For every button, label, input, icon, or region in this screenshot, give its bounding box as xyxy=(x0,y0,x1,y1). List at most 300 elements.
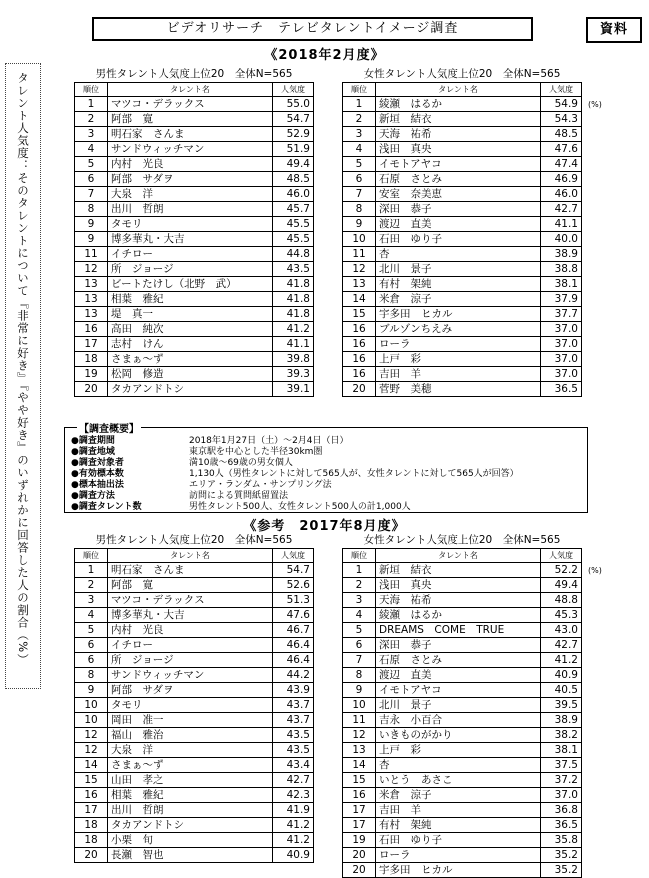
value-cell: 52.6 xyxy=(273,578,314,593)
table-row xyxy=(343,698,582,713)
name-cell: 山田 孝之 xyxy=(108,773,273,788)
rank-cell: 17 xyxy=(343,818,376,833)
table-row xyxy=(343,683,582,698)
name-cell: 吉田 羊 xyxy=(376,367,541,382)
name-cell: いとう あさこ xyxy=(376,773,541,788)
column-header-rank: 順位 xyxy=(75,549,108,563)
rank-cell: 14 xyxy=(343,758,376,773)
value-cell: 43.5 xyxy=(273,262,314,277)
table-row xyxy=(343,172,582,187)
rank-cell: 5 xyxy=(343,157,376,172)
table-row xyxy=(75,247,314,262)
rank-cell: 7 xyxy=(343,187,376,202)
table-row xyxy=(75,593,314,608)
value-cell: 40.9 xyxy=(273,848,314,863)
rank-cell: 4 xyxy=(75,142,108,157)
rank-cell: 20 xyxy=(75,848,108,863)
table-row xyxy=(343,848,582,863)
name-cell: 渡辺 直美 xyxy=(376,217,541,232)
column-header-value: 人気度 xyxy=(273,549,314,563)
name-cell: 阿部 寛 xyxy=(108,578,273,593)
table-row xyxy=(343,187,582,202)
table-row xyxy=(343,713,582,728)
name-cell: 深田 恭子 xyxy=(376,202,541,217)
rank-cell: 17 xyxy=(343,803,376,818)
value-cell: 54.7 xyxy=(273,112,314,127)
name-cell: さまぁ～ず xyxy=(108,352,273,367)
rank-cell: 19 xyxy=(75,367,108,382)
table-row xyxy=(75,142,314,157)
rank-cell: 15 xyxy=(343,773,376,788)
table-row xyxy=(343,773,582,788)
rank-cell: 12 xyxy=(343,262,376,277)
table-row xyxy=(343,638,582,653)
value-cell: 51.9 xyxy=(273,142,314,157)
survey-summary-box xyxy=(64,424,588,513)
rank-cell: 14 xyxy=(343,292,376,307)
value-cell: 49.4 xyxy=(273,157,314,172)
value-cell: 46.9 xyxy=(541,172,582,187)
survey-item-value: 男性タレント500人、女性タレント500人の計1,000人 xyxy=(189,502,411,512)
document-title: ビデオリサーチ テレビタレントイメージ調査 xyxy=(92,17,533,41)
table-row xyxy=(343,247,582,262)
rank-cell: 9 xyxy=(343,217,376,232)
name-cell: タカアンドトシ xyxy=(108,382,273,397)
table-row xyxy=(75,803,314,818)
rank-cell: 6 xyxy=(75,638,108,653)
value-cell: 42.3 xyxy=(273,788,314,803)
sidebar-note-box xyxy=(5,63,41,689)
rank-cell: 13 xyxy=(75,307,108,322)
value-cell: 41.8 xyxy=(273,307,314,322)
name-cell: 内村 光良 xyxy=(108,623,273,638)
column-header-name: タレント名 xyxy=(108,83,273,97)
rank-cell: 7 xyxy=(343,653,376,668)
name-cell: 有村 架純 xyxy=(376,818,541,833)
value-cell: 41.1 xyxy=(541,217,582,232)
rank-cell: 1 xyxy=(343,97,376,112)
rank-cell: 10 xyxy=(343,698,376,713)
name-cell: 福山 雅治 xyxy=(108,728,273,743)
name-cell: 堤 真一 xyxy=(108,307,273,322)
value-cell: 45.5 xyxy=(273,232,314,247)
value-cell: 38.2 xyxy=(541,728,582,743)
value-cell: 46.4 xyxy=(273,653,314,668)
rank-cell: 20 xyxy=(343,382,376,397)
table-row xyxy=(343,127,582,142)
rank-cell: 20 xyxy=(343,863,376,878)
rank-cell: 12 xyxy=(75,743,108,758)
rank-cell: 13 xyxy=(343,277,376,292)
name-cell: 綾瀬 はるか xyxy=(376,608,541,623)
table-row xyxy=(343,262,582,277)
value-cell: 35.2 xyxy=(541,863,582,878)
table-row xyxy=(75,232,314,247)
table-row xyxy=(75,337,314,352)
rank-cell: 6 xyxy=(343,172,376,187)
name-cell: 博多華丸・大吉 xyxy=(108,232,273,247)
table-row xyxy=(75,743,314,758)
rank-cell: 1 xyxy=(75,97,108,112)
rank-cell: 18 xyxy=(75,818,108,833)
name-cell: 天海 祐希 xyxy=(376,127,541,142)
rank-cell: 17 xyxy=(75,803,108,818)
value-cell: 37.0 xyxy=(541,352,582,367)
name-cell: 出川 哲朗 xyxy=(108,803,273,818)
table-row xyxy=(343,382,582,397)
value-cell: 41.2 xyxy=(273,322,314,337)
rank-cell: 16 xyxy=(343,788,376,803)
value-cell: 37.0 xyxy=(541,367,582,382)
name-cell: 長瀬 智也 xyxy=(108,848,273,863)
name-cell: 新垣 結衣 xyxy=(376,112,541,127)
value-cell: 44.2 xyxy=(273,668,314,683)
name-cell: 有村 架純 xyxy=(376,277,541,292)
table-row xyxy=(343,322,582,337)
ranking-table-aug2017-female xyxy=(342,533,582,878)
value-cell: 54.3 xyxy=(541,112,582,127)
table-row xyxy=(343,157,582,172)
name-cell: 大泉 洋 xyxy=(108,743,273,758)
value-cell: 40.0 xyxy=(541,232,582,247)
value-cell: 36.8 xyxy=(541,803,582,818)
value-cell: 41.1 xyxy=(273,337,314,352)
value-cell: 52.2 xyxy=(541,563,582,578)
name-cell: 志村 けん xyxy=(108,337,273,352)
name-cell: イチロー xyxy=(108,247,273,262)
value-cell: 48.5 xyxy=(273,172,314,187)
name-cell: 米倉 涼子 xyxy=(376,292,541,307)
rank-cell: 18 xyxy=(75,833,108,848)
period-heading-ref: 《参考 2017年8月度》 xyxy=(243,519,406,534)
name-cell: タカアンドトシ xyxy=(108,818,273,833)
name-cell: 岡田 准一 xyxy=(108,713,273,728)
value-cell: 38.1 xyxy=(541,277,582,292)
name-cell: マツコ・デラックス xyxy=(108,593,273,608)
rank-cell: 3 xyxy=(75,127,108,142)
table-row xyxy=(343,217,582,232)
name-cell: 杏 xyxy=(376,758,541,773)
table-row xyxy=(343,833,582,848)
name-cell: 阿部 サダヲ xyxy=(108,172,273,187)
name-cell: 阿部 寛 xyxy=(108,112,273,127)
table-row xyxy=(343,367,582,382)
rank-cell: 1 xyxy=(343,563,376,578)
name-cell: 吉永 小百合 xyxy=(376,713,541,728)
value-cell: 36.5 xyxy=(541,818,582,833)
value-cell: 47.6 xyxy=(541,142,582,157)
table-row xyxy=(75,292,314,307)
value-cell: 40.5 xyxy=(541,683,582,698)
value-cell: 37.0 xyxy=(541,322,582,337)
rank-cell: 2 xyxy=(75,112,108,127)
value-cell: 46.4 xyxy=(273,638,314,653)
table-row xyxy=(75,728,314,743)
name-cell: 渡辺 直美 xyxy=(376,668,541,683)
name-cell: 相葉 雅紀 xyxy=(108,292,273,307)
column-header-rank: 順位 xyxy=(343,83,376,97)
rank-cell: 16 xyxy=(343,322,376,337)
name-cell: 宇多田 ヒカル xyxy=(376,307,541,322)
rank-cell: 2 xyxy=(75,578,108,593)
value-cell: 44.8 xyxy=(273,247,314,262)
column-header-value: 人気度 xyxy=(273,83,314,97)
value-cell: 54.7 xyxy=(273,563,314,578)
table-caption: 女性タレント人気度上位20 全体N=565 xyxy=(363,534,561,546)
survey-item-value: 東京駅を中心とした半径30km圏 xyxy=(189,447,323,457)
value-cell: 41.2 xyxy=(273,833,314,848)
value-cell: 41.8 xyxy=(273,292,314,307)
table-row xyxy=(75,187,314,202)
name-cell: 石原 さとみ xyxy=(376,172,541,187)
value-cell: 54.9 xyxy=(541,97,582,112)
value-cell: 39.3 xyxy=(273,367,314,382)
value-cell: 37.5 xyxy=(541,758,582,773)
value-cell: 42.7 xyxy=(541,202,582,217)
name-cell: 綾瀬 はるか xyxy=(376,97,541,112)
value-cell: 37.0 xyxy=(541,337,582,352)
survey-item-label: ●調査タレント数 xyxy=(71,502,142,512)
rank-cell: 8 xyxy=(343,202,376,217)
unit-label: (%) xyxy=(588,100,602,109)
table-row xyxy=(343,623,582,638)
value-cell: 43.5 xyxy=(273,743,314,758)
value-cell: 46.0 xyxy=(273,187,314,202)
table-row xyxy=(75,202,314,217)
rank-cell: 3 xyxy=(75,593,108,608)
name-cell: 北川 景子 xyxy=(376,698,541,713)
table-row xyxy=(75,713,314,728)
rank-cell: 9 xyxy=(75,683,108,698)
rank-cell: 1 xyxy=(75,563,108,578)
table-row xyxy=(75,97,314,112)
rank-cell: 13 xyxy=(75,292,108,307)
table-row xyxy=(343,653,582,668)
name-cell: 米倉 涼子 xyxy=(376,788,541,803)
value-cell: 52.9 xyxy=(273,127,314,142)
rank-cell: 9 xyxy=(75,232,108,247)
name-cell: 新垣 結衣 xyxy=(376,563,541,578)
rank-cell: 10 xyxy=(75,698,108,713)
value-cell: 46.0 xyxy=(541,187,582,202)
value-cell: 55.0 xyxy=(273,97,314,112)
survey-item-value: 2018年1月27日（土）～2月4日（日） xyxy=(189,436,349,446)
table-row xyxy=(343,307,582,322)
name-cell: 吉田 羊 xyxy=(376,803,541,818)
survey-item xyxy=(71,500,581,514)
table-row xyxy=(75,157,314,172)
rank-cell: 6 xyxy=(343,638,376,653)
rank-cell: 6 xyxy=(75,653,108,668)
name-cell: イモトアヤコ xyxy=(376,157,541,172)
name-cell: 菅野 美穂 xyxy=(376,382,541,397)
name-cell: 所 ジョージ xyxy=(108,262,273,277)
table-row xyxy=(75,352,314,367)
name-cell: タモリ xyxy=(108,217,273,232)
name-cell: イモトアヤコ xyxy=(376,683,541,698)
value-cell: 39.1 xyxy=(273,382,314,397)
name-cell: 松岡 修造 xyxy=(108,367,273,382)
period-heading-main: 《2018年2月度》 xyxy=(264,48,385,63)
value-cell: 36.5 xyxy=(541,382,582,397)
rank-cell: 5 xyxy=(75,157,108,172)
survey-item-label: ●調査期間 xyxy=(71,436,115,446)
survey-item-value: 満10歳～69歳の男女個人 xyxy=(189,458,293,468)
name-cell: タモリ xyxy=(108,698,273,713)
name-cell: ブルゾンちえみ xyxy=(376,322,541,337)
value-cell: 41.8 xyxy=(273,277,314,292)
value-cell: 43.4 xyxy=(273,758,314,773)
rank-cell: 8 xyxy=(75,668,108,683)
table-row xyxy=(75,563,314,578)
value-cell: 45.7 xyxy=(273,202,314,217)
name-cell: 所 ジョージ xyxy=(108,653,273,668)
rank-cell: 9 xyxy=(75,217,108,232)
survey-item-label: ●有効標本数 xyxy=(71,469,124,479)
table-row xyxy=(75,578,314,593)
rank-cell: 4 xyxy=(343,142,376,157)
rank-cell: 12 xyxy=(75,262,108,277)
rank-cell: 15 xyxy=(75,773,108,788)
value-cell: 35.8 xyxy=(541,833,582,848)
table-row xyxy=(343,758,582,773)
table-row xyxy=(75,818,314,833)
table-row xyxy=(75,788,314,803)
value-cell: 37.0 xyxy=(541,788,582,803)
value-cell: 37.9 xyxy=(541,292,582,307)
rank-cell: 16 xyxy=(343,367,376,382)
name-cell: ローラ xyxy=(376,848,541,863)
value-cell: 42.7 xyxy=(541,638,582,653)
table-row xyxy=(75,277,314,292)
name-cell: ローラ xyxy=(376,337,541,352)
rank-cell: 3 xyxy=(343,593,376,608)
rank-cell: 8 xyxy=(75,202,108,217)
table-caption: 男性タレント人気度上位20 全体N=565 xyxy=(95,68,293,80)
name-cell: 小栗 旬 xyxy=(108,833,273,848)
table-row xyxy=(75,758,314,773)
name-cell: いきものがかり xyxy=(376,728,541,743)
table-row xyxy=(75,307,314,322)
value-cell: 41.2 xyxy=(273,818,314,833)
value-cell: 39.5 xyxy=(541,698,582,713)
rank-cell: 13 xyxy=(343,743,376,758)
table-row xyxy=(75,382,314,397)
column-header-rank: 順位 xyxy=(343,549,376,563)
rank-cell: 9 xyxy=(343,683,376,698)
name-cell: 上戸 彩 xyxy=(376,352,541,367)
table-row xyxy=(75,172,314,187)
table-row xyxy=(343,277,582,292)
table-row xyxy=(343,668,582,683)
table-caption: 男性タレント人気度上位20 全体N=565 xyxy=(95,534,293,546)
name-cell: ビートたけし（北野 武） xyxy=(108,277,273,292)
table-row xyxy=(343,608,582,623)
rank-cell: 17 xyxy=(75,337,108,352)
value-cell: 37.2 xyxy=(541,773,582,788)
value-cell: 43.7 xyxy=(273,698,314,713)
value-cell: 38.9 xyxy=(541,247,582,262)
value-cell: 43.5 xyxy=(273,728,314,743)
value-cell: 37.7 xyxy=(541,307,582,322)
table-row xyxy=(75,848,314,863)
rank-cell: 8 xyxy=(343,668,376,683)
table-row xyxy=(75,698,314,713)
table-row xyxy=(343,232,582,247)
value-cell: 45.5 xyxy=(273,217,314,232)
table-row xyxy=(343,578,582,593)
rank-cell: 16 xyxy=(343,337,376,352)
table-row xyxy=(75,322,314,337)
rank-cell: 19 xyxy=(343,833,376,848)
value-cell: 42.7 xyxy=(273,773,314,788)
value-cell: 35.2 xyxy=(541,848,582,863)
rank-cell: 11 xyxy=(343,713,376,728)
value-cell: 46.7 xyxy=(273,623,314,638)
value-cell: 45.3 xyxy=(541,608,582,623)
name-cell: 浅田 真央 xyxy=(376,578,541,593)
rank-cell: 18 xyxy=(75,352,108,367)
value-cell: 39.8 xyxy=(273,352,314,367)
sidebar-note: タレント人気度：そのタレントについて『非常に好き』『やや好き』のいずれかに回答した人の割合（%） xyxy=(16,72,30,666)
name-cell: サンドウィッチマン xyxy=(108,668,273,683)
rank-cell: 13 xyxy=(75,277,108,292)
unit-label-ref: (%) xyxy=(588,566,602,575)
rank-cell: 11 xyxy=(343,247,376,262)
name-cell: 高田 純次 xyxy=(108,322,273,337)
ranking-table-feb2018-female xyxy=(342,67,582,397)
rank-cell: 10 xyxy=(343,232,376,247)
table-row xyxy=(343,803,582,818)
rank-cell: 7 xyxy=(75,187,108,202)
value-cell: 48.5 xyxy=(541,127,582,142)
survey-title: 【調査概要】 xyxy=(77,420,141,435)
value-cell: 41.2 xyxy=(541,653,582,668)
table-row xyxy=(343,728,582,743)
value-cell: 49.4 xyxy=(541,578,582,593)
table-row xyxy=(343,202,582,217)
name-cell: 上戸 彩 xyxy=(376,743,541,758)
survey-item-value: 訪問による質問紙留置法 xyxy=(189,491,289,501)
table-row xyxy=(343,563,582,578)
ranking-table-feb2018-male xyxy=(74,67,314,397)
name-cell: 浅田 真央 xyxy=(376,142,541,157)
table-row xyxy=(75,833,314,848)
rank-cell: 14 xyxy=(75,758,108,773)
rank-cell: 2 xyxy=(343,112,376,127)
table-row xyxy=(75,623,314,638)
column-header-value: 人気度 xyxy=(541,549,582,563)
table-row xyxy=(75,367,314,382)
name-cell: 阿部 サダヲ xyxy=(108,683,273,698)
value-cell: 40.9 xyxy=(541,668,582,683)
rank-cell: 5 xyxy=(75,623,108,638)
table-row xyxy=(75,112,314,127)
table-caption: 女性タレント人気度上位20 全体N=565 xyxy=(363,68,561,80)
name-cell: 相葉 雅紀 xyxy=(108,788,273,803)
rank-cell: 6 xyxy=(75,172,108,187)
table-row xyxy=(75,668,314,683)
table-row xyxy=(75,262,314,277)
survey-item-label: ●標本抽出法 xyxy=(71,480,124,490)
value-cell: 48.8 xyxy=(541,593,582,608)
table-row xyxy=(75,638,314,653)
name-cell: 宇多田 ヒカル xyxy=(376,863,541,878)
table-row xyxy=(75,217,314,232)
table-row xyxy=(343,97,582,112)
value-cell: 38.8 xyxy=(541,262,582,277)
value-cell: 51.3 xyxy=(273,593,314,608)
